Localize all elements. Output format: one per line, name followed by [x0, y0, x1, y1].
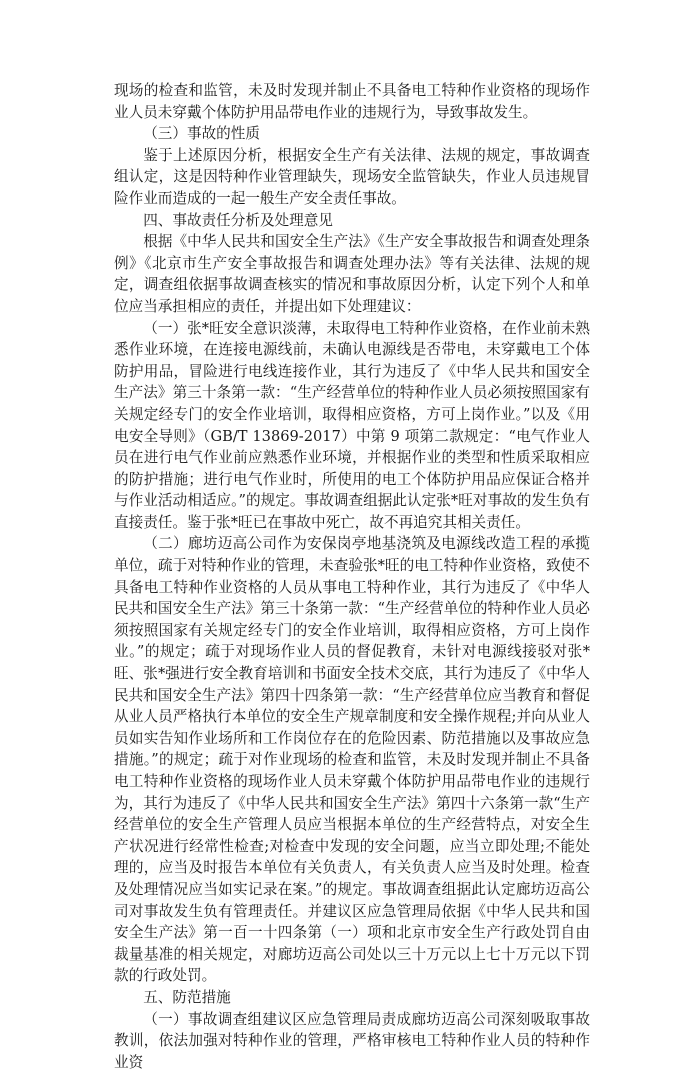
paragraph-responsibility-individual: （一）张*旺安全意识淡薄，未取得电工特种作业资格，在作业前未熟悉作业环境，在连接电源线前，未确认电源线是否带电，未穿戴电工个体防护用品，冒险进行电线连接作业，其行为违反了《中华人民共和国安全生产法》第三十条第一款：“生产经营单位的特种作业人员必须按照国家有关规定经专门的安全作业培训，取得相应资格，方可上岗作业。”以及《用电安全导则》（GB/T 13869-2017）中第 9 项第二款规定：“电气作业人员在进行电气作业前应熟悉作业环境，并根据作业的类型和性质采取相应的防护措施；进行电气作业时，所使用的电工个体防护用品应保证合格并与作业活动相适应。”的规定。事故调查组据此认定张*旺对事故的发生负有直接责任。鉴于张*旺已在事故中死亡，故不再追究其相关责任。 [114, 319, 590, 531]
section-heading-nature: （三）事故的性质 [143, 125, 260, 143]
paragraph-responsibility-company: （二）廊坊迈高公司作为安保岗亭地基浇筑及电源线改造工程的承揽单位，疏于对特种作业的管理，未查验张*旺的电工特种作业资格，致使不具备电工特种作业资格的人员从事电工特种作业，其行为违反了《中华人民共和国安全生产法》第三十条第一款：“生产经营单位的特种作业人员必须按照国家有关规定经专门的安全作业培训，取得相应资格，方可上岗作业。”的规定；疏于对现场作业人员的督促教育，未针对电源线接驳对张*旺、张*强进行安全教育培训和书面安全技术交底，其行为违反了《中华人民共和国安全生产法》第四十四条第一款：“生产经营单位应当教育和督促从业人员严格执行本单位的安全生产规章制度和安全操作规程;并向从业人员如实告知作业场所和工作岗位存在的危险因素、防范措施以及事故应急措施。”的规定；疏于对作业现场的检查和监管，未及时发现并制止不具备电工特种作业资格的现场作业人员未穿戴个体防护用品带电作业的违规行为，其行为违反了《中华人民共和国安全生产法》第四十六条第一款“生产经营单位的安全生产管理人员应当根据本单位的生产经营特点，对安全生产状况进行经常性检查;对检查中发现的安全问题，应当立即处理;不能处理的，应当及时报告本单位有关负责人，有关负责人应当及时处理。检查及处理情况应当如实记录在案。”的规定。事故调查组据此认定廊坊迈高公司对事故发生负有管理责任。并建议区应急管理局依据《中华人民共和国安全生产法》第一百一十四条第（一）项和北京市安全生产行政处罚自由裁量基准的相关规定，对廊坊迈高公司处以三十万元以上七十万元以下罚款的行政处罚。 [114, 535, 590, 985]
paragraph-nature: 鉴于上述原因分析，根据安全生产有关法律、法规的规定，事故调查组认定，这是因特种作业管理缺失，现场安全监管缺失，作业人员违规冒险作业而造成的一起一般生产安全责任事故。 [114, 146, 590, 207]
paragraph-responsibility-intro: 根据《中华人民共和国安全生产法》《生产安全事故报告和调查处理条例》《北京市生产安全事故报告和调查处理办法》等有关法律、法规的规定，调查组依据事故调查核实的情况和事故原因分析，认定下列个人和单位应当承担相应的责任，并提出如下处理建议： [114, 233, 590, 315]
paragraph-continuation: 现场的检查和监管，未及时发现并制止不具备电工特种作业资格的现场作业人员未穿戴个体防护用品带电作业的违规行为，导致事故发生。 [114, 82, 590, 121]
paragraph-prevention-1: （一）事故调查组建议区应急管理局责成廊坊迈高公司深刻吸取事故教训，依法加强对特种作业的管理，严格审核电工特种作业人员的特种作业资 [114, 1010, 590, 1071]
section-heading-prevention: 五、防范措施 [143, 988, 231, 1006]
section-heading-responsibility: 四、事故责任分析及处理意见 [143, 211, 333, 229]
